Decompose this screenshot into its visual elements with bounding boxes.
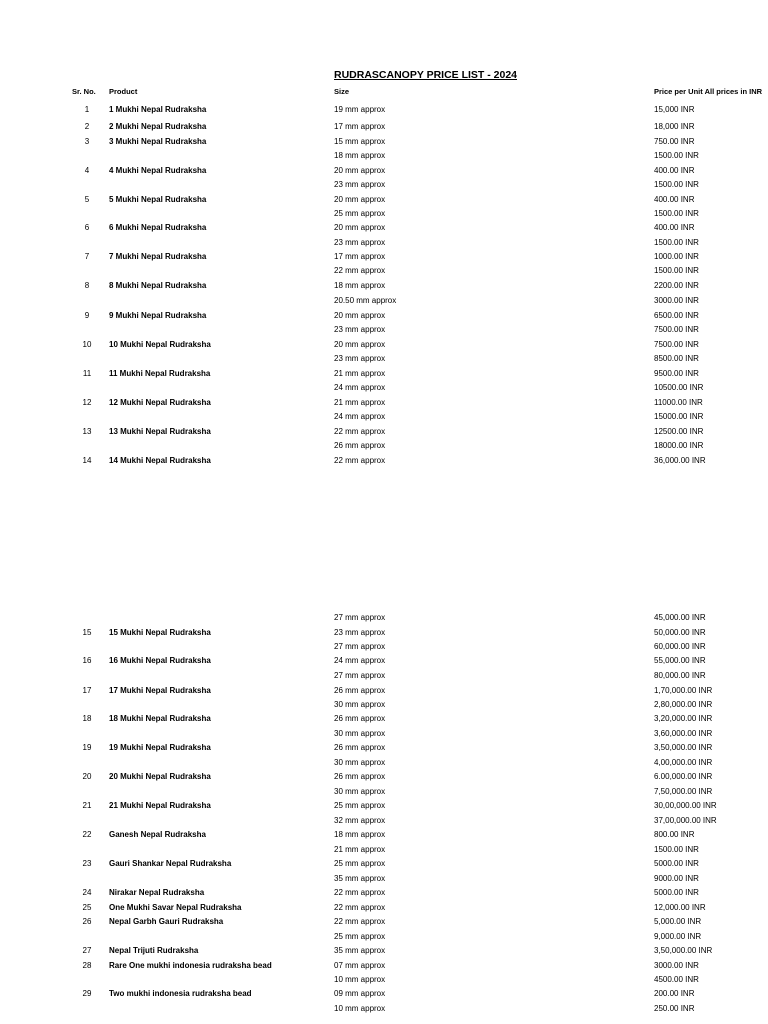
product-cell: 1 Mukhi Nepal Rudraksha bbox=[109, 105, 207, 114]
sr-no-cell: 14 bbox=[82, 456, 92, 465]
table-row bbox=[0, 828, 768, 842]
size-cell: 21 mm approx bbox=[334, 398, 386, 407]
size-cell: 35 mm approx bbox=[334, 946, 386, 955]
size-cell: 20 mm approx bbox=[334, 195, 386, 204]
table-row bbox=[0, 264, 768, 278]
product-cell: 17 Mukhi Nepal Rudraksha bbox=[109, 686, 211, 695]
price-cell: 400.00 INR bbox=[654, 195, 695, 204]
table-row bbox=[0, 698, 768, 712]
price-cell: 2,80,000.00 INR bbox=[654, 700, 713, 709]
price-cell: 2200.00 INR bbox=[654, 281, 699, 290]
sr-no-cell: 25 bbox=[82, 903, 92, 912]
price-cell: 37,00,000.00 INR bbox=[654, 816, 717, 825]
table-row bbox=[0, 120, 768, 134]
size-cell: 18 mm approx bbox=[334, 151, 386, 160]
sr-no-cell: 13 bbox=[82, 427, 92, 436]
size-cell: 24 mm approx bbox=[334, 656, 386, 665]
header-product: Product bbox=[109, 87, 138, 96]
table-row bbox=[0, 987, 768, 1001]
table-row bbox=[0, 250, 768, 264]
size-cell: 22 mm approx bbox=[334, 427, 386, 436]
table-row bbox=[0, 727, 768, 741]
sr-no-cell: 9 bbox=[84, 311, 90, 320]
size-cell: 21 mm approx bbox=[334, 369, 386, 378]
table-row bbox=[0, 439, 768, 453]
product-cell: 18 Mukhi Nepal Rudraksha bbox=[109, 714, 211, 723]
size-cell: 22 mm approx bbox=[334, 266, 386, 275]
table-row bbox=[0, 279, 768, 293]
price-cell: 400.00 INR bbox=[654, 223, 695, 232]
table-row bbox=[0, 973, 768, 987]
product-cell: 12 Mukhi Nepal Rudraksha bbox=[109, 398, 211, 407]
price-cell: 18000.00 INR bbox=[654, 441, 704, 450]
price-cell: 6500.00 INR bbox=[654, 311, 699, 320]
product-cell: Rare One mukhi indonesia rudraksha bead bbox=[109, 961, 272, 970]
table-row bbox=[0, 770, 768, 784]
size-cell: 25 mm approx bbox=[334, 859, 386, 868]
price-cell: 9000.00 INR bbox=[654, 874, 699, 883]
sr-no-cell: 16 bbox=[82, 656, 92, 665]
table-row bbox=[0, 843, 768, 857]
table-row bbox=[0, 178, 768, 192]
sr-no-cell: 20 bbox=[82, 772, 92, 781]
price-cell: 9,000.00 INR bbox=[654, 932, 702, 941]
size-cell: 22 mm approx bbox=[334, 456, 386, 465]
table-row bbox=[0, 236, 768, 250]
size-cell: 26 mm approx bbox=[334, 686, 386, 695]
size-cell: 23 mm approx bbox=[334, 325, 386, 334]
product-cell: 13 Mukhi Nepal Rudraksha bbox=[109, 427, 211, 436]
size-cell: 25 mm approx bbox=[334, 801, 386, 810]
table-row bbox=[0, 857, 768, 871]
table-row bbox=[0, 381, 768, 395]
price-cell: 50,000.00 INR bbox=[654, 628, 706, 637]
size-cell: 19 mm approx bbox=[334, 105, 386, 114]
price-cell: 80,000.00 INR bbox=[654, 671, 706, 680]
size-cell: 17 mm approx bbox=[334, 252, 386, 261]
size-cell: 07 mm approx bbox=[334, 961, 386, 970]
sr-no-cell: 28 bbox=[82, 961, 92, 970]
price-cell: 45,000.00 INR bbox=[654, 613, 706, 622]
price-cell: 12500.00 INR bbox=[654, 427, 704, 436]
price-cell: 1500.00 INR bbox=[654, 266, 699, 275]
sr-no-cell: 19 bbox=[82, 743, 92, 752]
table-row bbox=[0, 886, 768, 900]
product-cell: Two mukhi indonesia rudraksha bead bbox=[109, 989, 252, 998]
size-cell: 18 mm approx bbox=[334, 281, 386, 290]
table-row bbox=[0, 396, 768, 410]
price-cell: 1000.00 INR bbox=[654, 252, 699, 261]
sr-no-cell: 2 bbox=[84, 122, 90, 131]
price-cell: 3000.00 INR bbox=[654, 961, 699, 970]
table-row bbox=[0, 367, 768, 381]
sr-no-cell: 22 bbox=[82, 830, 92, 839]
price-cell: 1500.00 INR bbox=[654, 151, 699, 160]
product-cell: 19 Mukhi Nepal Rudraksha bbox=[109, 743, 211, 752]
price-cell: 30,00,000.00 INR bbox=[654, 801, 717, 810]
sr-no-cell: 21 bbox=[82, 801, 92, 810]
price-cell: 1500.00 INR bbox=[654, 238, 699, 247]
size-cell: 23 mm approx bbox=[334, 180, 386, 189]
table-row bbox=[0, 684, 768, 698]
table-row bbox=[0, 425, 768, 439]
price-cell: 3,20,000.00 INR bbox=[654, 714, 713, 723]
size-cell: 23 mm approx bbox=[334, 628, 386, 637]
size-cell: 30 mm approx bbox=[334, 700, 386, 709]
size-cell: 20 mm approx bbox=[334, 166, 386, 175]
size-cell: 23 mm approx bbox=[334, 354, 386, 363]
price-cell: 7500.00 INR bbox=[654, 340, 699, 349]
table-row bbox=[0, 309, 768, 323]
price-cell: 7500.00 INR bbox=[654, 325, 699, 334]
table-row bbox=[0, 221, 768, 235]
size-cell: 25 mm approx bbox=[334, 209, 386, 218]
product-cell: 4 Mukhi Nepal Rudraksha bbox=[109, 166, 207, 175]
table-row bbox=[0, 930, 768, 944]
product-cell: 15 Mukhi Nepal Rudraksha bbox=[109, 628, 211, 637]
table-row bbox=[0, 872, 768, 886]
size-cell: 20 mm approx bbox=[334, 311, 386, 320]
product-cell: One Mukhi Savar Nepal Rudraksha bbox=[109, 903, 242, 912]
sr-no-cell: 7 bbox=[84, 252, 90, 261]
price-cell: 15,000 INR bbox=[654, 105, 695, 114]
sr-no-cell: 8 bbox=[84, 281, 90, 290]
header-sr-no: Sr. No. bbox=[72, 87, 96, 96]
price-cell: 400.00 INR bbox=[654, 166, 695, 175]
price-cell: 5000.00 INR bbox=[654, 859, 699, 868]
table-row bbox=[0, 294, 768, 308]
table-row bbox=[0, 207, 768, 221]
table-row bbox=[0, 915, 768, 929]
table-row bbox=[0, 1002, 768, 1016]
table-row bbox=[0, 338, 768, 352]
price-cell: 60,000.00 INR bbox=[654, 642, 706, 651]
size-cell: 09 mm approx bbox=[334, 989, 386, 998]
product-cell: 20 Mukhi Nepal Rudraksha bbox=[109, 772, 211, 781]
price-cell: 250.00 INR bbox=[654, 1004, 695, 1013]
size-cell: 30 mm approx bbox=[334, 729, 386, 738]
table-row bbox=[0, 712, 768, 726]
price-cell: 55,000.00 INR bbox=[654, 656, 706, 665]
product-cell: 6 Mukhi Nepal Rudraksha bbox=[109, 223, 207, 232]
page-title: RUDRASCANOPY PRICE LIST - 2024 bbox=[334, 69, 518, 81]
price-cell: 3,60,000.00 INR bbox=[654, 729, 713, 738]
product-cell: 11 Mukhi Nepal Rudraksha bbox=[109, 369, 211, 378]
table-row bbox=[0, 626, 768, 640]
size-cell: 30 mm approx bbox=[334, 758, 386, 767]
table-row bbox=[0, 785, 768, 799]
sr-no-cell: 15 bbox=[82, 628, 92, 637]
size-cell: 20 mm approx bbox=[334, 340, 386, 349]
price-cell: 18,000 INR bbox=[654, 122, 695, 131]
header-price: Price per Unit All prices in INR bbox=[654, 87, 763, 96]
sr-no-cell: 5 bbox=[84, 195, 90, 204]
size-cell: 32 mm approx bbox=[334, 816, 386, 825]
price-cell: 7,50,000.00 INR bbox=[654, 787, 713, 796]
table-row bbox=[0, 959, 768, 973]
size-cell: 17 mm approx bbox=[334, 122, 386, 131]
price-cell: 1500.00 INR bbox=[654, 845, 699, 854]
price-cell: 200.00 INR bbox=[654, 989, 695, 998]
table-row bbox=[0, 410, 768, 424]
size-cell: 24 mm approx bbox=[334, 383, 386, 392]
table-row bbox=[0, 149, 768, 163]
price-cell: 11000.00 INR bbox=[654, 398, 703, 407]
product-cell: 8 Mukhi Nepal Rudraksha bbox=[109, 281, 207, 290]
product-cell: 5 Mukhi Nepal Rudraksha bbox=[109, 195, 207, 204]
size-cell: 24 mm approx bbox=[334, 412, 386, 421]
product-cell: Nepal Trijuti Rudraksha bbox=[109, 946, 199, 955]
product-cell: 9 Mukhi Nepal Rudraksha bbox=[109, 311, 207, 320]
sr-no-cell: 18 bbox=[82, 714, 92, 723]
price-cell: 1500.00 INR bbox=[654, 180, 699, 189]
table-row bbox=[0, 164, 768, 178]
sr-no-cell: 11 bbox=[82, 369, 92, 378]
table-row bbox=[0, 323, 768, 337]
product-cell: 16 Mukhi Nepal Rudraksha bbox=[109, 656, 211, 665]
price-cell: 4500.00 INR bbox=[654, 975, 699, 984]
size-cell: 27 mm approx bbox=[334, 642, 386, 651]
size-cell: 27 mm approx bbox=[334, 671, 386, 680]
product-cell: Nepal Garbh Gauri Rudraksha bbox=[109, 917, 224, 926]
sr-no-cell: 4 bbox=[84, 166, 90, 175]
price-cell: 9500.00 INR bbox=[654, 369, 699, 378]
size-cell: 26 mm approx bbox=[334, 743, 386, 752]
size-cell: 27 mm approx bbox=[334, 613, 386, 622]
table-row bbox=[0, 352, 768, 366]
product-cell: 21 Mukhi Nepal Rudraksha bbox=[109, 801, 211, 810]
size-cell: 26 mm approx bbox=[334, 714, 386, 723]
size-cell: 26 mm approx bbox=[334, 441, 386, 450]
size-cell: 10 mm approx bbox=[334, 975, 386, 984]
sr-no-cell: 26 bbox=[82, 917, 92, 926]
size-cell: 22 mm approx bbox=[334, 903, 386, 912]
sr-no-cell: 29 bbox=[82, 989, 92, 998]
table-row bbox=[0, 193, 768, 207]
sr-no-cell: 23 bbox=[82, 859, 92, 868]
size-cell: 22 mm approx bbox=[334, 917, 386, 926]
size-cell: 20 mm approx bbox=[334, 223, 386, 232]
size-cell: 22 mm approx bbox=[334, 888, 386, 897]
table-row bbox=[0, 669, 768, 683]
table-row bbox=[0, 103, 768, 117]
price-cell: 6.00,000.00 INR bbox=[654, 772, 713, 781]
size-cell: 35 mm approx bbox=[334, 874, 386, 883]
sr-no-cell: 17 bbox=[82, 686, 92, 695]
price-cell: 36,000.00 INR bbox=[654, 456, 706, 465]
size-cell: 30 mm approx bbox=[334, 787, 386, 796]
size-cell: 23 mm approx bbox=[334, 238, 386, 247]
price-cell: 1,70,000.00 INR bbox=[654, 686, 713, 695]
table-row bbox=[0, 814, 768, 828]
price-cell: 8500.00 INR bbox=[654, 354, 699, 363]
price-cell: 3000.00 INR bbox=[654, 296, 699, 305]
size-cell: 21 mm approx bbox=[334, 845, 386, 854]
product-cell: 3 Mukhi Nepal Rudraksha bbox=[109, 137, 207, 146]
table-row bbox=[0, 640, 768, 654]
product-cell: 10 Mukhi Nepal Rudraksha bbox=[109, 340, 211, 349]
header-size: Size bbox=[334, 87, 350, 96]
product-cell: 2 Mukhi Nepal Rudraksha bbox=[109, 122, 207, 131]
table-row bbox=[0, 756, 768, 770]
table-row bbox=[0, 611, 768, 625]
sr-no-cell: 24 bbox=[82, 888, 92, 897]
size-cell: 10 mm approx bbox=[334, 1004, 386, 1013]
table-row bbox=[0, 135, 768, 149]
price-cell: 800.00 INR bbox=[654, 830, 695, 839]
sr-no-cell: 6 bbox=[84, 223, 90, 232]
table-row bbox=[0, 454, 768, 468]
sr-no-cell: 12 bbox=[82, 398, 92, 407]
size-cell: 26 mm approx bbox=[334, 772, 386, 781]
sr-no-cell: 10 bbox=[82, 340, 92, 349]
product-cell: 14 Mukhi Nepal Rudraksha bbox=[109, 456, 211, 465]
price-cell: 3,50,000.00 INR bbox=[654, 743, 713, 752]
table-row bbox=[0, 741, 768, 755]
size-cell: 20.50 mm approx bbox=[334, 296, 397, 305]
price-cell: 10500.00 INR bbox=[654, 383, 704, 392]
price-cell: 12,000.00 INR bbox=[654, 903, 706, 912]
table-row bbox=[0, 901, 768, 915]
price-cell: 1500.00 INR bbox=[654, 209, 699, 218]
size-cell: 25 mm approx bbox=[334, 932, 386, 941]
price-cell: 15000.00 INR bbox=[654, 412, 704, 421]
price-cell: 3,50,000.00 INR bbox=[654, 946, 713, 955]
size-cell: 18 mm approx bbox=[334, 830, 386, 839]
product-cell: Gauri Shankar Nepal Rudraksha bbox=[109, 859, 232, 868]
sr-no-cell: 3 bbox=[84, 137, 90, 146]
table-row bbox=[0, 799, 768, 813]
sr-no-cell: 1 bbox=[84, 105, 90, 114]
table-row bbox=[0, 654, 768, 668]
price-cell: 750.00 INR bbox=[654, 137, 695, 146]
table-row bbox=[0, 944, 768, 958]
price-cell: 5,000.00 INR bbox=[654, 917, 702, 926]
price-cell: 4,00,000.00 INR bbox=[654, 758, 713, 767]
sr-no-cell: 27 bbox=[82, 946, 92, 955]
product-cell: 7 Mukhi Nepal Rudraksha bbox=[109, 252, 207, 261]
product-cell: Ganesh Nepal Rudraksha bbox=[109, 830, 206, 839]
size-cell: 15 mm approx bbox=[334, 137, 386, 146]
product-cell: Nirakar Nepal Rudraksha bbox=[109, 888, 205, 897]
price-cell: 5000.00 INR bbox=[654, 888, 699, 897]
